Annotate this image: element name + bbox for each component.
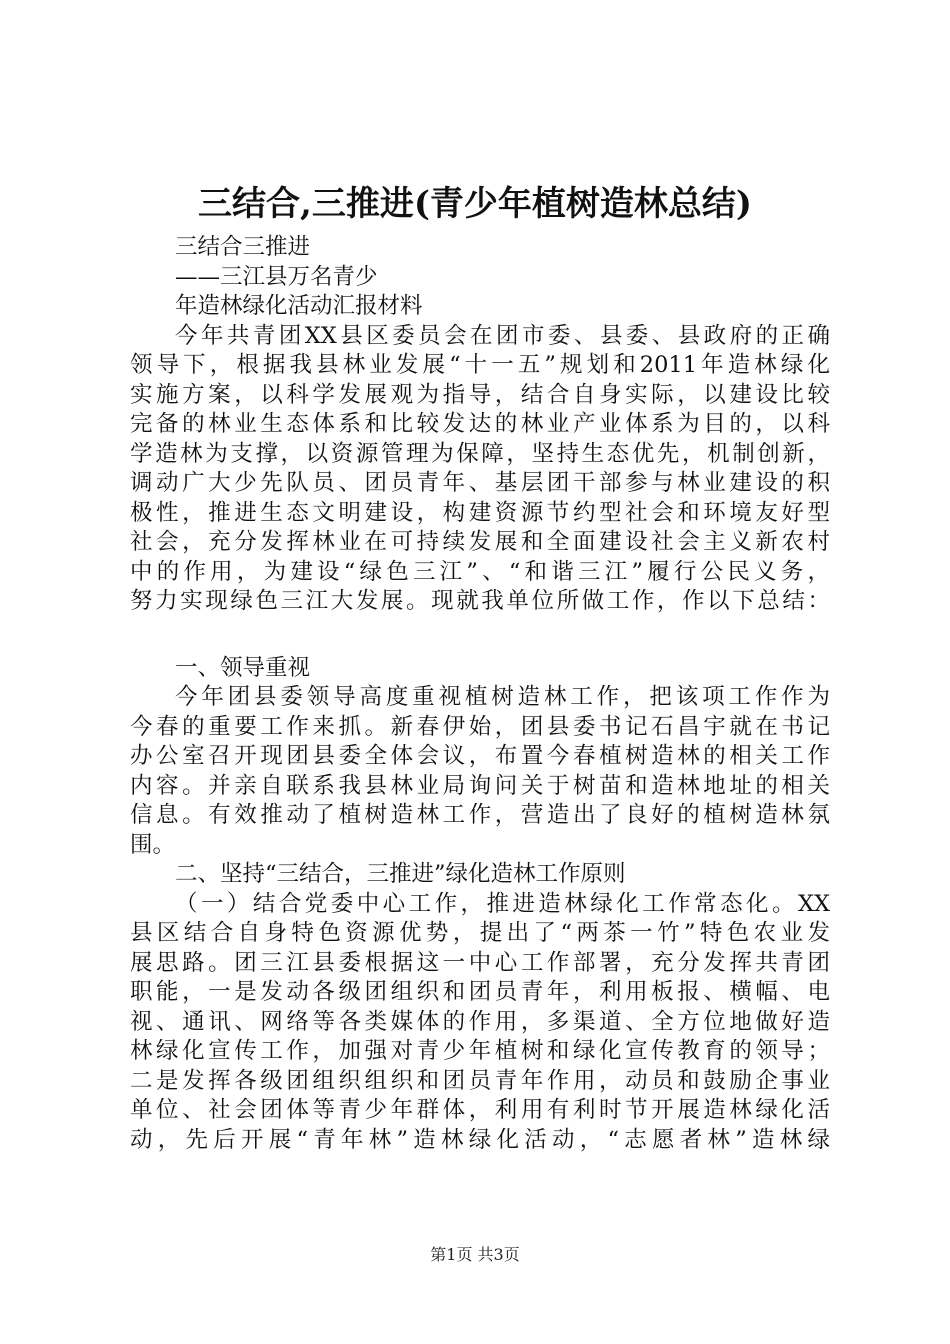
paragraph-line: 单位、社会团体等青少年群体，利用有利时节开展造林绿化活 — [130, 1097, 830, 1123]
section-heading-principles: 二、坚持“三结合，三推进”绿化造林工作原则 — [175, 861, 626, 887]
page-indicator: 第1页 共3页 — [430, 1245, 520, 1264]
paragraph-line: 视、通讯、网络等各类媒体的作用，多渠道、全方位地做好造 — [130, 1008, 830, 1035]
paragraph-line: 极性，推进生态文明建设，构建资源节约型社会和环境友好型 — [130, 499, 830, 526]
paragraph-line: 社会，充分发挥林业在可持续发展和全面建设社会主义新农村 — [130, 529, 830, 555]
paragraph-line: 二是发挥各级团组织组织和团员青年作用，动员和鼓励企事业 — [130, 1067, 830, 1094]
paragraph-line: 调动广大少先队员、团员青年、基层团干部参与林业建设的积 — [130, 470, 830, 496]
subtitle-line: 年造林绿化活动汇报材料 — [175, 293, 423, 319]
paragraph-line: 今年团县委领导高度重视植树造林工作，把该项工作作为 — [175, 684, 830, 710]
paragraph-line: 完备的林业生态体系和比较发达的林业产业体系为目的，以科 — [130, 411, 830, 437]
subtitle-line: ——三江县万名青少 — [175, 263, 378, 290]
paragraph-line: 实施方案，以科学发展观为指导，结合自身实际，以建设比较 — [130, 381, 830, 408]
paragraph-line: 动，先后开展“青年林”造林绿化活动，“志愿者林”造林绿 — [130, 1126, 830, 1153]
paragraph-line: 今年共青团XX县区委员会在团市委、县委、县政府的正确 — [175, 322, 830, 349]
paragraph-line: 围。 — [130, 831, 176, 858]
paragraph-principles — [130, 890, 830, 1156]
paragraph-line: 领导下，根据我县林业发展“十一五”规划和2011年造林绿化 — [130, 352, 830, 378]
document-title: 三结合,三推进(青少年植树造林总结) — [197, 184, 752, 224]
section-heading-leadership: 一、领导重视 — [175, 654, 311, 681]
document-body — [130, 233, 830, 1155]
paragraph-line: 县区结合自身特色资源优势，提出了“两茶一竹”特色农业发 — [130, 920, 830, 946]
paragraph-line: 内容。并亲自联系我县林业局询问关于树苗和造林地址的相关 — [130, 772, 830, 799]
paragraph-line: 中的作用，为建设“绿色三江”、“和谐三江”履行公民义务， — [130, 558, 830, 585]
paragraph-line: （一）结合党委中心工作，推进造林绿化工作常态化。XX — [175, 890, 830, 917]
paragraph-line: 办公室召开现团县委全体会议，布置今春植树造林的相关工作 — [130, 743, 830, 769]
subtitle-line: 三结合三推进 — [175, 234, 311, 260]
paragraph-line: 努力实现绿色三江大发展。现就我单位所做工作，作以下总结： — [130, 588, 830, 614]
paragraph-spacer — [130, 617, 830, 654]
paragraph-leadership — [130, 683, 830, 860]
paragraph-line: 今春的重要工作来抓。新春伊始，团县委书记石昌宇就在书记 — [130, 713, 830, 740]
paragraph-line: 展思路。团三江县委根据这一中心工作部署，充分发挥共青团 — [130, 949, 830, 976]
paragraph-line: 职能，一是发动各级团组织和团员青年，利用板报、横幅、电 — [130, 979, 830, 1005]
paragraph-line: 信息。有效推动了植树造林工作，营造出了良好的植树造林氛 — [130, 802, 830, 828]
paragraph-line: 林绿化宣传工作，加强对青少年植树和绿化宣传教育的领导； — [130, 1038, 830, 1064]
paragraph-intro — [130, 322, 830, 617]
paragraph-line: 学造林为支撑，以资源管理为保障，坚持生态优先，机制创新， — [130, 440, 830, 467]
